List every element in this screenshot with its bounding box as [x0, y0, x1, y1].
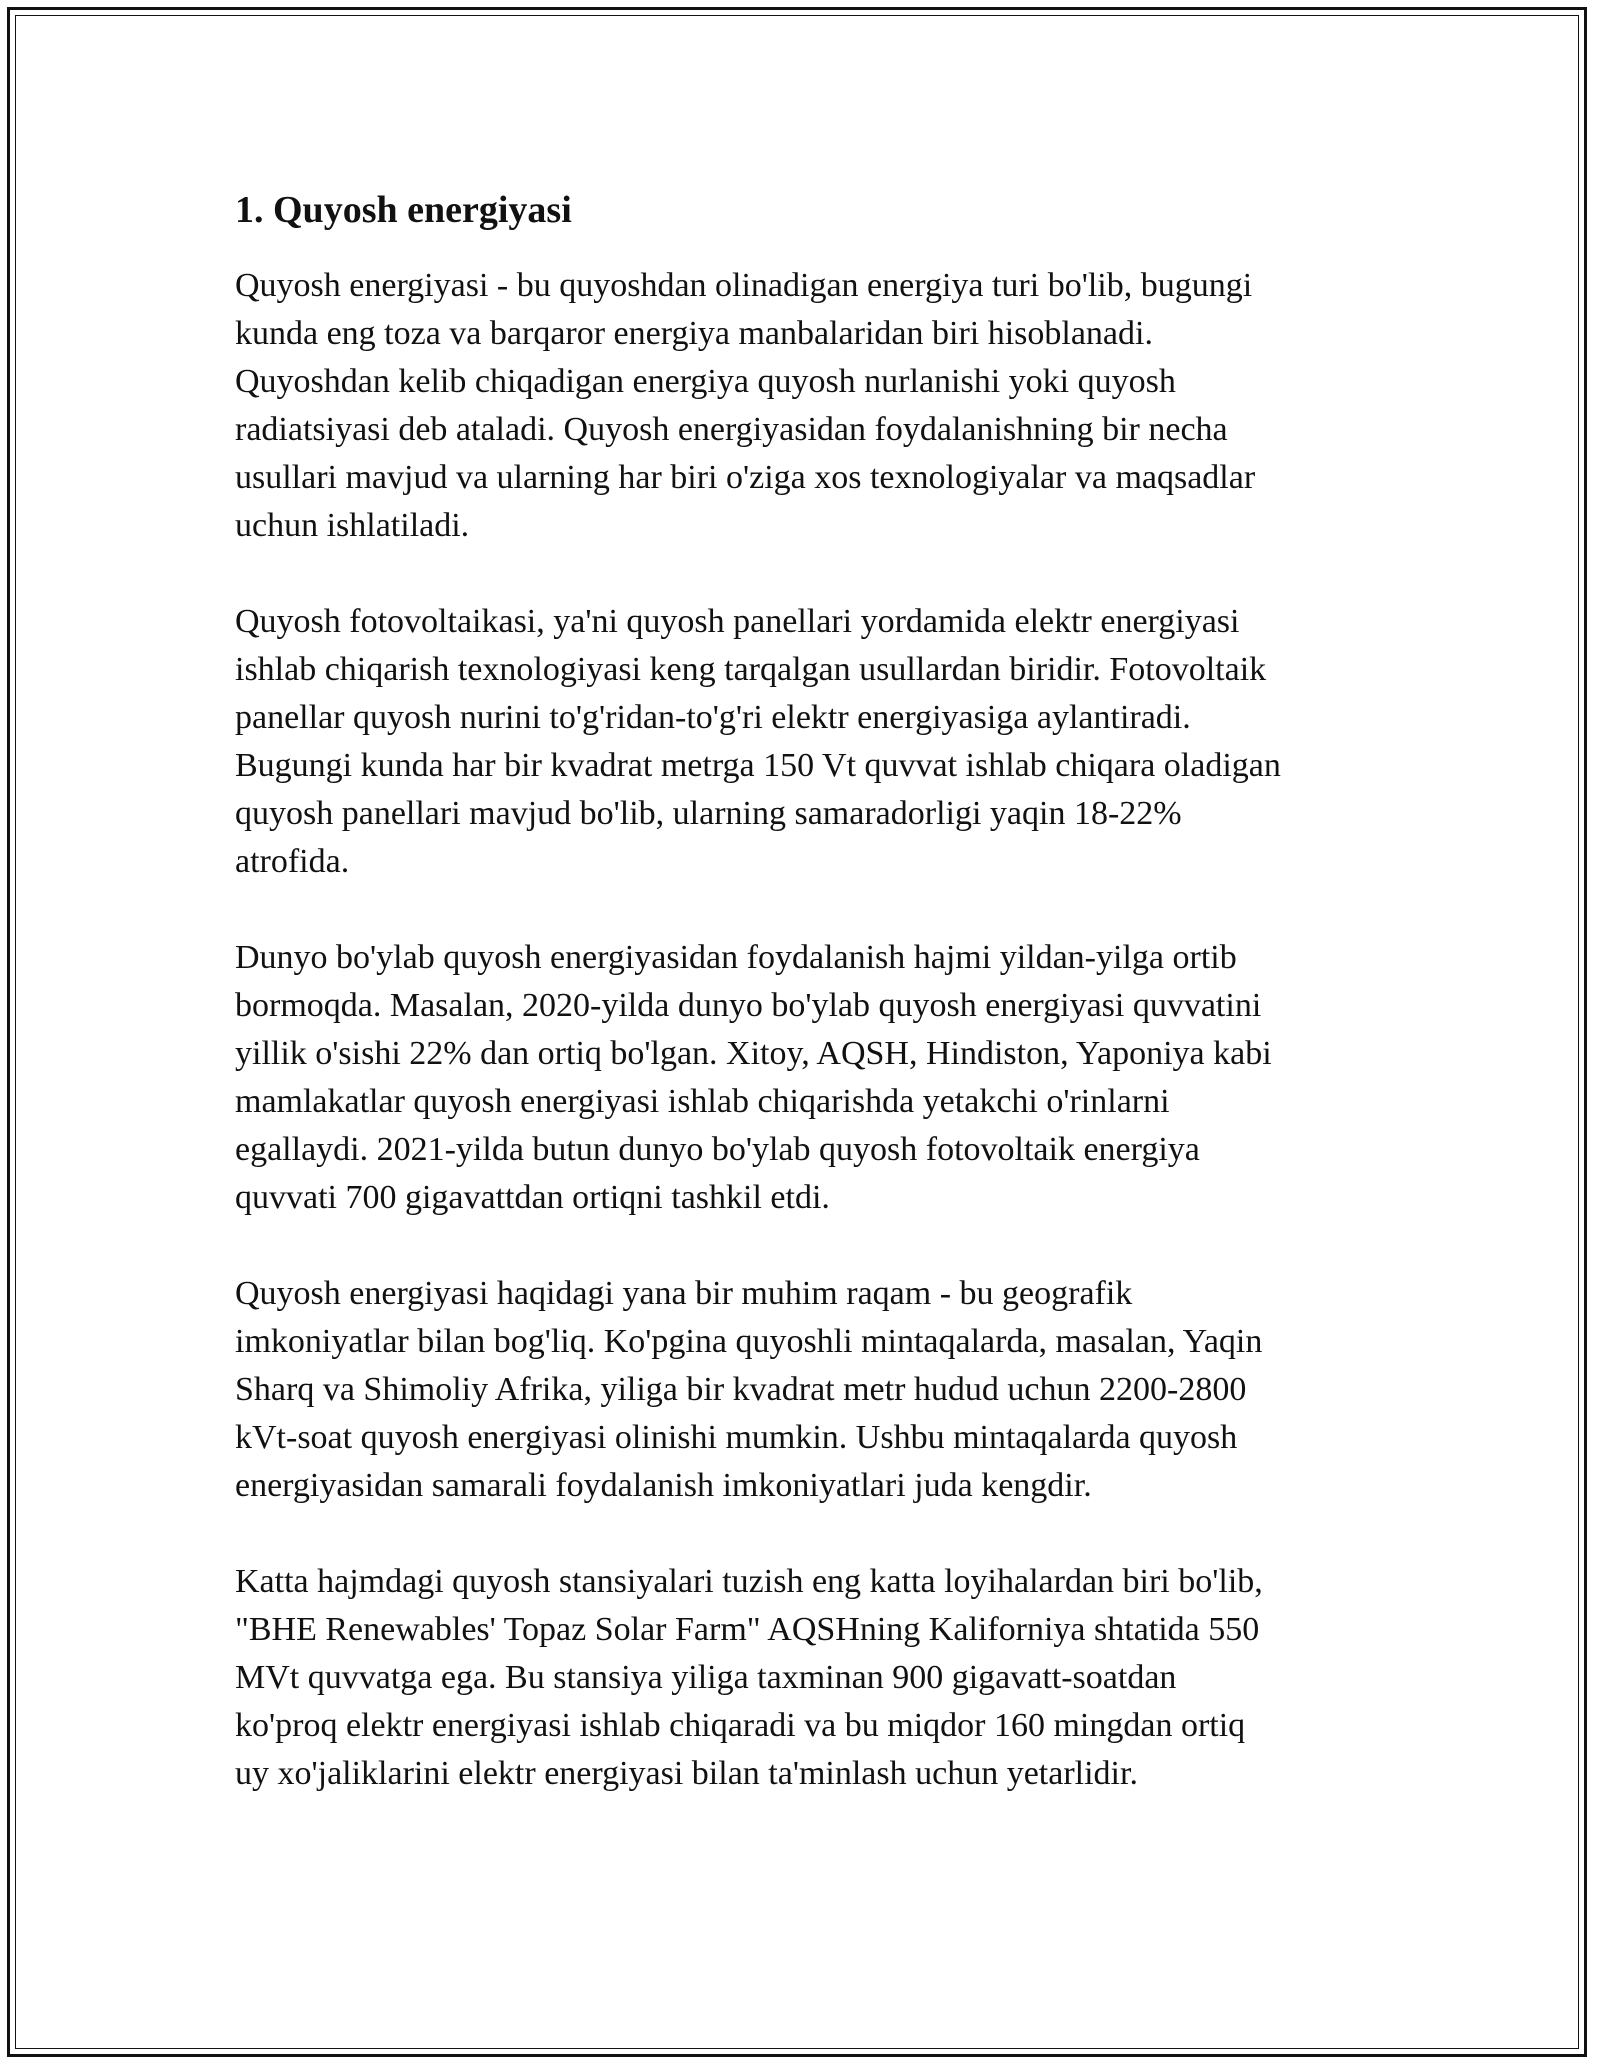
paragraph-intro: Quyosh energiyasi - bu quyoshdan olinadigan energiya turi bo'lib, bugungi kunda eng toza va barqaror energiya manbalaridan biri hisoblanadi. Quyoshdan kelib chiqadigan energiya quyosh nurlanishi yoki quyosh radiatsiyasi deb ataladi. Quyosh energiyasidan foydalanishning bir necha usullari mavjud va ularning har biri o'ziga xos texnologiyalar va maqsadlar uchun ishlatiladi.	[235, 266, 1256, 544]
paragraph-geography: Quyosh energiyasi haqidagi yana bir muhim raqam - bu geografik imkoniyatlar bilan bog'liq. Ko'pgina quyoshli mintaqalarda, masalan, Yaqin Sharq va Shimoliy Afrika, yiliga bir kvadrat metr hudud uchun 2200-2800 kVt-soat quyosh energiyasi olinishi mumkin. Ushbu mintaqalarda quyosh energiyasidan samarali foydalanish imkoniyatlari juda kengdir.	[235, 1274, 1263, 1504]
section-heading: 1. Quyosh energiyasi	[235, 189, 572, 231]
paragraph-photovoltaics: Quyosh fotovoltaikasi, ya'ni quyosh panellari yordamida elektr energiyasi ishlab chiqarish texnologiyasi keng tarqalgan usullardan biridir. Fotovoltaik panellar quyosh nurini to'g'ridan-to'g'ri elektr energiyasiga aylantiradi. Bugungi kunda har bir kvadrat metrga 150 Vt quvvat ishlab chiqara oladigan quyosh panellari mavjud bo'lib, ularning samaradorligi yaqin 18-22% atrofida.	[235, 602, 1281, 880]
paragraph-global-growth: Dunyo bo'ylab quyosh energiyasidan foydalanish hajmi yildan-yilga ortib bormoqda. Masalan, 2020-yilda dunyo bo'ylab quyosh energiyasi quvvatini yillik o'sishi 22% dan ortiq bo'lgan. Xitoy, AQSH, Hindiston, Yaponiya kabi mamlakatlar quyosh energiyasi ishlab chiqarishda yetakchi o'rinlarni egallaydi. 2021-yilda butun dunyo bo'ylab quyosh fotovoltaik energiya quvvati 700 gigavattdan ortiqni tashkil etdi.	[235, 938, 1272, 1216]
document-body	[235, 188, 1375, 1846]
paragraph-solar-farm: Katta hajmdagi quyosh stansiyalari tuzish eng katta loyihalardan biri bo'lib, "BHE Renewables' Topaz Solar Farm" AQSHning Kaliforniya shtatida 550 MVt quvvatga ega. Bu stansiya yiliga taxminan 900 gigavatt-soatdan ko'proq elektr energiyasi ishlab chiqaradi va bu miqdor 160 mingdan ortiq uy xo'jaliklarini elektr energiyasi bilan ta'minlash uchun yetarlidir.	[235, 1562, 1263, 1792]
